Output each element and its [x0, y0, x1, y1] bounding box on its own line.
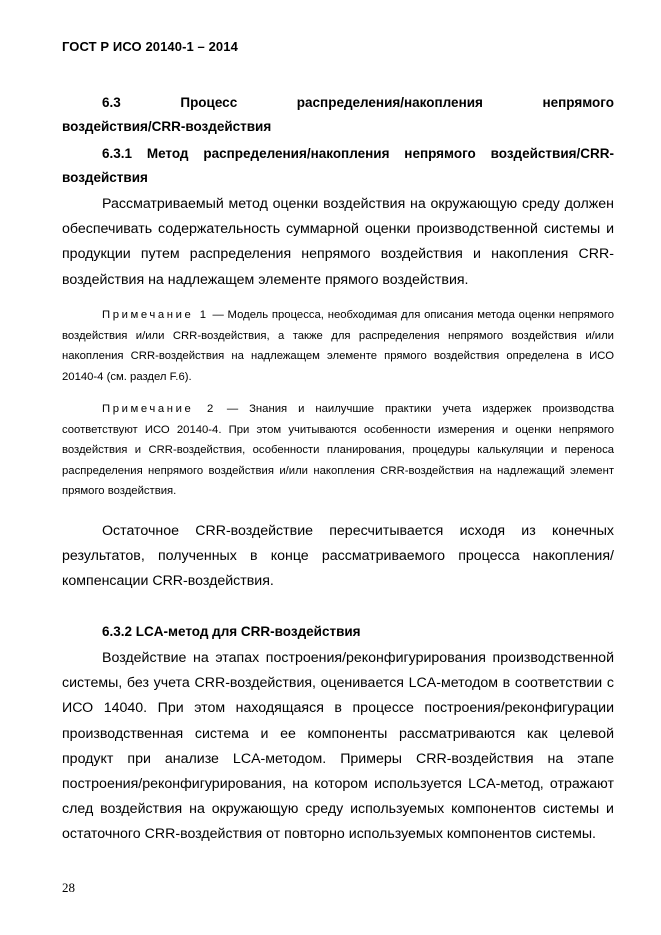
section-6-3-1: [62, 142, 614, 293]
note-1-label: Примечание 1: [102, 309, 209, 321]
section-6-3-1-paragraph: Рассматриваемый метод оценки воздействия на окружающую среду должен обеспечивать содержательность суммарной оценки производственной системы и продукции путем распределения непрямого воздействия и накопления CRR-воздействия на надлежащем элементе прямого воздействия.: [62, 196, 614, 288]
document-header: ГОСТ Р ИСО 20140-1 – 2014: [62, 39, 238, 54]
note-1-text: — Модель процесса, необходимая для описания метода оценки непрямого воздействия и/или CRR-воздействия, а также для распределения непрямого воздействия и/или накопления CRR-воздействия на надлежащем элементе прямого воздействия определена в ИСО 20140-4 (см. раздел F.6).: [62, 309, 614, 383]
page-number: 28: [62, 880, 75, 895]
section-6-3-2-paragraph: Воздействие на этапах построения/реконфигурирования производственной системы, без учета CRR-воздействия, оценивается LCA-методом в соответствии с ИСО 14040. При этом находящаяся в процессе построения/реконфигурации производственная система и ее компоненты рассматриваются как целевой продукт при анализе LCA-методом. Примеры CRR-воздействия на этапе построения/реконфигурирования, на котором используется LCA-метод, отражают след воздействия на окружающую среду используемых компонентов системы и остаточного CRR-воздействия от повторно используемых компонентов системы.: [62, 650, 614, 843]
section-6-3-1-heading: 6.3.1 Метод распределения/накопления непрямого воздействия/CRR-воздействия: [62, 146, 614, 185]
residual-paragraph: Остаточное CRR-воздействие пересчитывается исходя из конечных результатов, полученных в конце рассматриваемого процесса накопления/компенсации CRR-воздействия.: [62, 523, 614, 590]
note-2-text: — Знания и наилучшие практики учета издержек производства соответствуют ИСО 20140-4. При этом учитываются особенности измерения и оценки непрямого воздействия и CRR-воздействия, особенности планирования, процедуры калькуляции и переноса распределения непрямого воздействия и/или накопления CRR-воздействия на надлежащий элемент прямого воздействия.: [62, 403, 615, 498]
section-number: 6.3: [102, 95, 121, 110]
note-1: [62, 305, 614, 387]
title-word-3: непрямого: [542, 95, 614, 110]
section-6-3-2: [62, 620, 614, 848]
section-6-3-title-line2: воздействия/CRR-воздействия: [62, 119, 272, 134]
residual-paragraph-block: [62, 519, 614, 595]
section-6-3-heading: [62, 91, 614, 139]
note-2: [62, 399, 614, 502]
title-word-2: распределения/накопления: [296, 95, 483, 110]
note-2-label: Примечание 2: [102, 403, 216, 415]
section-6-3-title-line1: [62, 91, 614, 115]
section-6-3-2-heading: 6.3.2 LCA-метод для CRR-воздействия: [102, 624, 361, 639]
title-word-1: Процесс: [180, 95, 238, 110]
